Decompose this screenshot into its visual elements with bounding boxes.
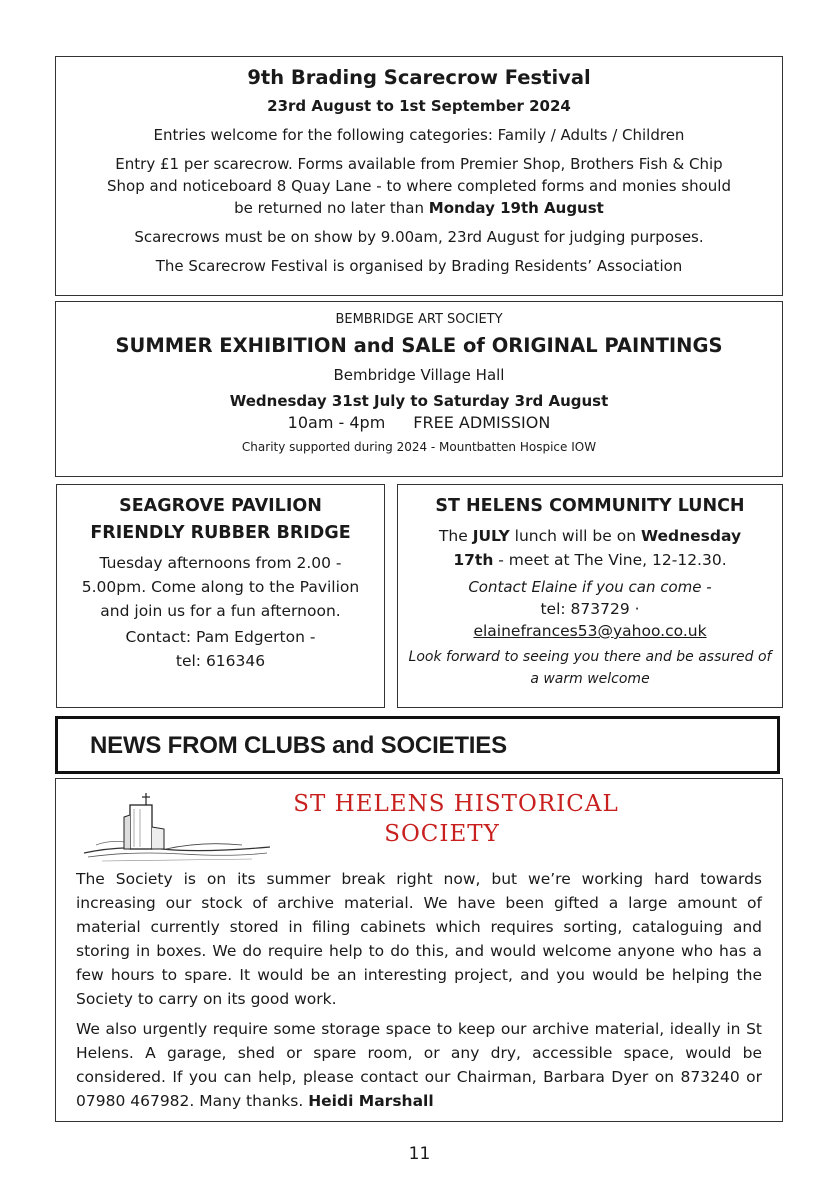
- scarecrow-organiser: The Scarecrow Festival is organised by Brading Residents’ Association: [155, 257, 683, 275]
- scarecrow-dates: 23rd August to 1st September 2024: [267, 97, 571, 115]
- scarecrow-show-time: Scarecrows must be on show by 9.00am, 23rd August for judging purposes.: [134, 228, 704, 246]
- scarecrow-deadline: Monday 19th August: [428, 199, 604, 217]
- art-exhibition-headline: SUMMER EXHIBITION and SALE of ORIGINAL PAINTINGS: [115, 334, 723, 357]
- lunch-contact: Contact Elaine if you can come -: [468, 578, 712, 596]
- historical-heading: [136, 789, 776, 849]
- art-society-name: BEMBRIDGE ART SOCIETY: [335, 312, 503, 327]
- scarecrow-title: 9th Brading Scarecrow Festival: [247, 66, 591, 89]
- seagrove-phone: tel: 616346: [175, 652, 266, 670]
- lunch-text: The: [438, 527, 473, 545]
- historical-paragraph-text: We also urgently require some storage space to keep our archive material, ideally in St Helens. A garage, shed or spare room, or any dry, accessible space, would be considered. If you can help, please contact our Chairman, Barbara Dyer on 873240 or 07980 467982. Many thanks.: [76, 1020, 762, 1110]
- lunch-day: Wednesday 17th: [453, 527, 742, 569]
- lunch-text: lunch will be on: [509, 527, 641, 545]
- lunch-closing: Look forward to seeing you there and be assured of a warm welcome: [408, 649, 772, 687]
- historical-heading-line: ST HELENS HISTORICAL: [293, 791, 619, 817]
- news-section-header: [55, 716, 780, 774]
- seagrove-description: Tuesday afternoons from 2.00 - 5.00pm. Come along to the Pavilion and join us for a fun afternoon.: [81, 554, 360, 620]
- scarecrow-categories: Entries welcome for the following categories: Family / Adults / Children: [153, 126, 685, 144]
- art-dates: Wednesday 31st July to Saturday 3rd August: [229, 392, 609, 410]
- art-times: [66, 412, 772, 434]
- lunch-title: ST HELENS COMMUNITY LUNCH: [435, 496, 745, 516]
- seagrove-title: SEAGROVE PAVILION: [119, 496, 322, 516]
- lunch-phone: tel: 873729 ·: [540, 600, 640, 618]
- historical-signature: Heidi Marshall: [308, 1092, 434, 1110]
- scarecrow-entry-line: Entry £1 per scarecrow. Forms available from Premier Shop, Brothers Fish & Chip: [115, 155, 723, 173]
- historical-banner: [76, 779, 762, 867]
- art-charity: Charity supported during 2024 - Mountbatten Hospice IOW: [241, 440, 597, 454]
- community-lunch-notice: [397, 484, 783, 708]
- art-venue: Bembridge Village Hall: [333, 366, 505, 384]
- historical-heading-line: SOCIETY: [384, 821, 500, 847]
- scarecrow-entry-info: [66, 153, 772, 219]
- lunch-text: - meet at The Vine, 12-12.30.: [493, 551, 727, 569]
- scarecrow-return-text: be returned no later than: [234, 199, 424, 217]
- page-number: 11: [408, 1144, 431, 1164]
- scarecrow-entry-line: [66, 197, 772, 219]
- lunch-details: [406, 524, 774, 572]
- art-society-notice: [55, 301, 783, 477]
- historical-paragraph: The Society is on its summer break right now, but we’re working hard towards increasing our stock of archive material. We have been gifted a large amount of material currently stored in filing cabinets which requires sorting, cataloguing and storing in boxes. We do require help to do this, and would welcome anyone who has a few hours to spare. It would be an interesting project, and you would be helping the Society to carry on its good work.: [76, 870, 762, 1008]
- historical-society-article: [55, 778, 783, 1122]
- seagrove-subtitle: FRIENDLY RUBBER BRIDGE: [90, 523, 351, 543]
- seagrove-bridge-notice: [56, 484, 385, 708]
- lunch-email-link[interactable]: elainefrances53@yahoo.co.uk: [473, 622, 707, 640]
- news-title: NEWS FROM CLUBS and SOCIETIES: [90, 732, 507, 759]
- seagrove-contact: Contact: Pam Edgerton -: [125, 628, 316, 646]
- art-admission: FREE ADMISSION: [413, 413, 551, 432]
- scarecrow-festival-notice: [55, 56, 783, 296]
- art-hours: 10am - 4pm: [287, 413, 386, 432]
- scarecrow-entry-line: Shop and noticeboard 8 Quay Lane - to where completed forms and monies should: [106, 177, 731, 195]
- historical-paragraph: [76, 1017, 762, 1113]
- lunch-month: JULY: [472, 527, 510, 545]
